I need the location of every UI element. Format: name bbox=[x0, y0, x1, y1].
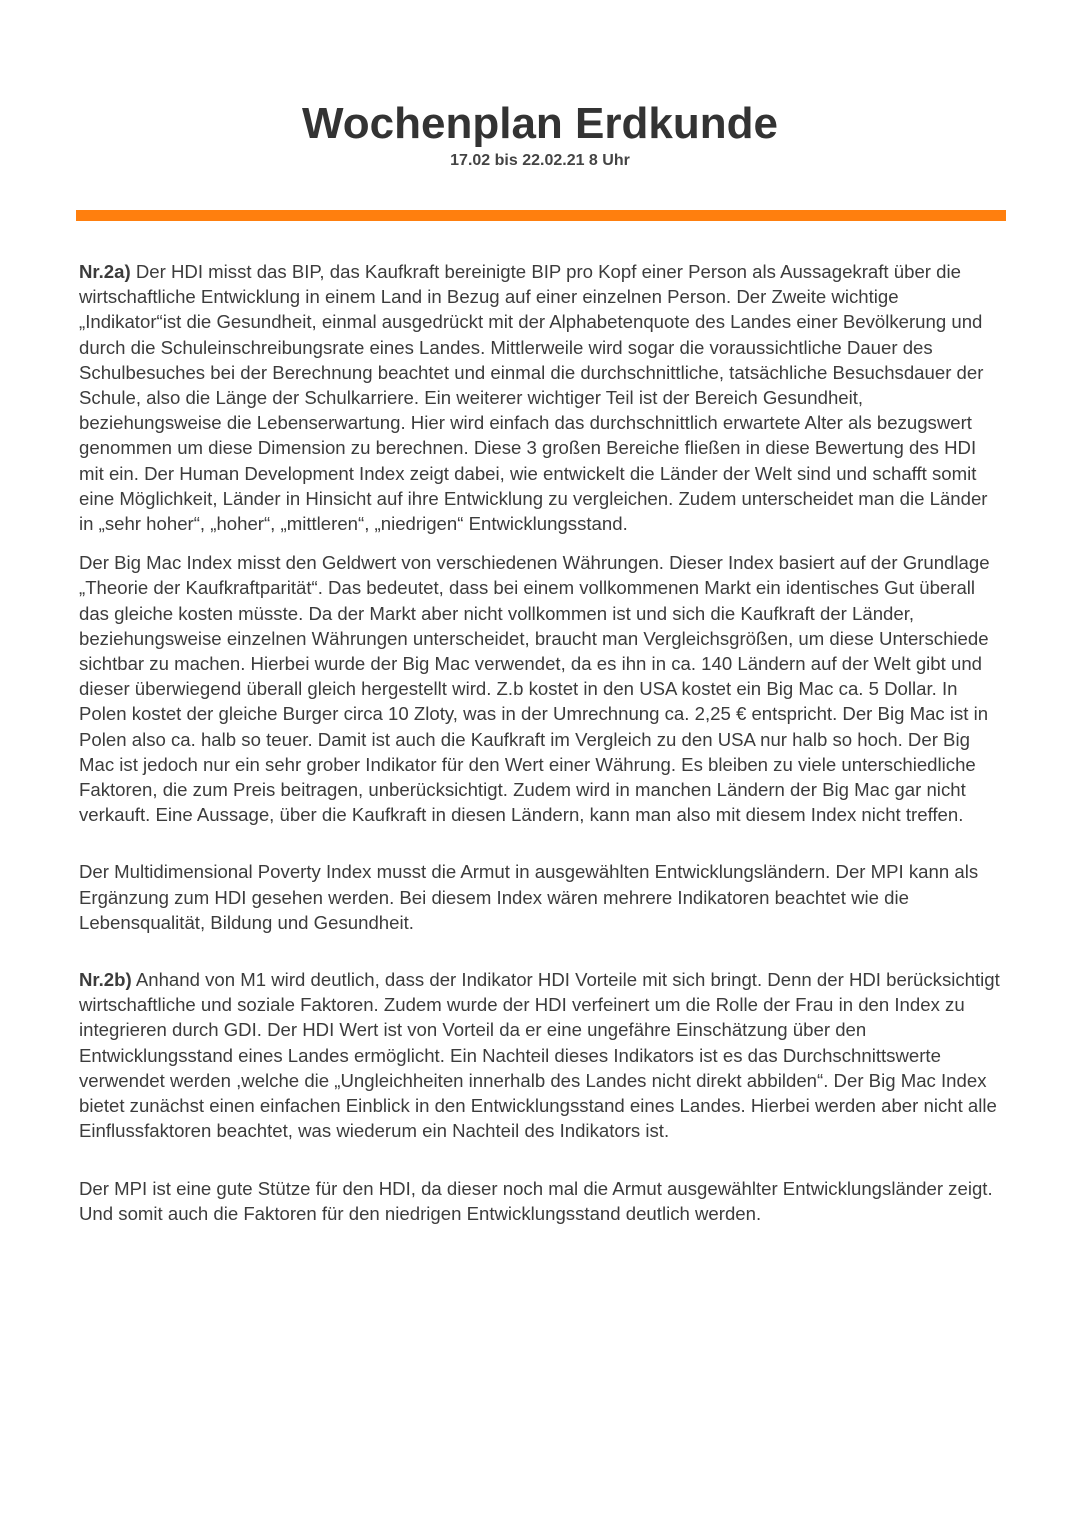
paragraph-text: Der MPI ist eine gute Stütze für den HDI, da dieser noch mal die Armut ausgewählter Entwicklungsländer zeigt. Und somit auch die Faktoren für den niedrigen Entwicklungsstand deutlich werden. bbox=[79, 1177, 993, 1224]
page-title: Wochenplan Erdkunde bbox=[302, 99, 778, 148]
paragraph-text: Der Multidimensional Poverty Index musst die Armut in ausgewählten Entwicklungsländern. Der MPI kann als Ergänzung zum HDI gesehen werden. Bei diesem Index wären mehrere Indikatoren beachtet wie die Lebensqualität, Bildung und Gesundheit. bbox=[79, 861, 979, 933]
task-label-2b: Nr.2b) bbox=[79, 969, 132, 991]
paragraph-text: Der HDI misst das BIP, das Kaufkraft bereinigte BIP pro Kopf einer Person als Aussagekraft über die wirtschaftliche Entwicklung in einem Land in Bezug auf einer einzelnen Person. Der Zweite wichtige „Indikator“ist die Gesundheit, einmal ausgedrückt mit der Alphabetenquote des Landes einer Bevölkerung und durch die Schuleinschreibungsrate eines Landes. Mittlerweile wird sogar die voraussichtliche Dauer des Schulbesuches bei der Berechnung beachtet und einmal die durchschnittliche, tatsächliche Besuchsdauer der Schule, also die Länge der Schulkarriere. Ein weiterer wichtiger Teil ist der Bereich Gesundheit, beziehungsweise die Lebenserwartung. Hier wird einfach das durchschnittlich erwartete Alter als bezugswert genommen um diese Dimension zu berechnen. Diese 3 großen Bereiche fließen in diese Bewertung des HDI mit ein. Der Human Development Index zeigt dabei, wie entwickelt die Länder der Welt sind und schafft somit eine Möglichkeit, Länder in Hinsicht auf ihre Entwicklung zu vergleichen. Zudem unterscheidet man die Länder in „sehr hoher“, „hoher“, „mittleren“, „niedrigen“ Entwicklungsstand. bbox=[79, 261, 988, 535]
paragraph-text: Anhand von M1 wird deutlich, dass der Indikator HDI Vorteile mit sich bringt. Denn der HDI berücksichtigt wirtschaftliche und soziale Faktoren. Zudem wurde der HDI verfeinert um die Rolle der Frau in den Index zu integrieren durch GDI. Der HDI Wert ist von Vorteil da er eine ungefähre Einschätzung über den Entwicklungsstand eines Landes ermöglicht. Ein Nachteil dieses Indikators ist es das Durchschnittswerte verwendet werden ,welche die „Ungleichheiten innerhalb des Landes nicht direkt abbilden“. Der Big Mac Index bietet zunächst einen einfachen Einblick in den Entwicklungsstand eines Landes. Hierbei werden aber nicht alle Einflussfaktoren beachtet, was wiederum ein Nachteil des Indikators ist. bbox=[79, 969, 1000, 1142]
orange-divider bbox=[76, 210, 1006, 221]
paragraph-mpi bbox=[79, 859, 1004, 935]
paragraph-big-mac-index bbox=[79, 550, 1004, 827]
paragraph-2b-evaluation bbox=[79, 967, 1004, 1143]
date-range: 17.02 bis 22.02.21 8 Uhr bbox=[450, 152, 630, 169]
paragraph-2a-hdi bbox=[79, 259, 1004, 536]
paragraph-text: Der Big Mac Index misst den Geldwert von verschiedenen Währungen. Dieser Index basiert auf der Grundlage „Theorie der Kaufkraftparität“. Das bedeutet, dass bei einem vollkommenen Markt ein identisches Gut überall das gleiche kosten müsste. Da der Markt aber nicht vollkommen ist und sich die Kaufkraft der Länder, beziehungsweise einzelnen Währungen unterscheidet, braucht man Vergleichsgrößen, um diese Unterschiede sichtbar zu machen. Hierbei wurde der Big Mac verwendet, da es ihn in ca. 140 Ländern auf der Welt gibt und dieser überwiegend überall gleich hergestellt wird. Z.b kostet in den USA kostet ein Big Mac ca. 5 Dollar. In Polen kostet der gleiche Burger circa 10 Zloty, was in der Umrechnung ca. 2,25 € entspricht. Der Big Mac ist in Polen also ca. halb so teuer. Damit ist auch die Kaufkraft im Vergleich zu den USA nur halb so hoch. Der Big Mac ist jedoch nur ein sehr grober Indikator für den Wert einer Währung. Es bleiben zu viele unterschiedliche Faktoren, die zum Preis beitragen, unberücksichtigt. Zudem wird in manchen Ländern der Big Mac gar nicht verkauft. Eine Aussage, über die Kaufkraft in diesen Ländern, kann man also mit diesem Index nicht treffen. bbox=[79, 552, 990, 826]
document-header bbox=[0, 98, 1080, 171]
paragraph-mpi-conclusion bbox=[79, 1176, 1004, 1226]
document-body bbox=[79, 259, 1004, 1226]
task-label-2a: Nr.2a) bbox=[79, 261, 131, 282]
